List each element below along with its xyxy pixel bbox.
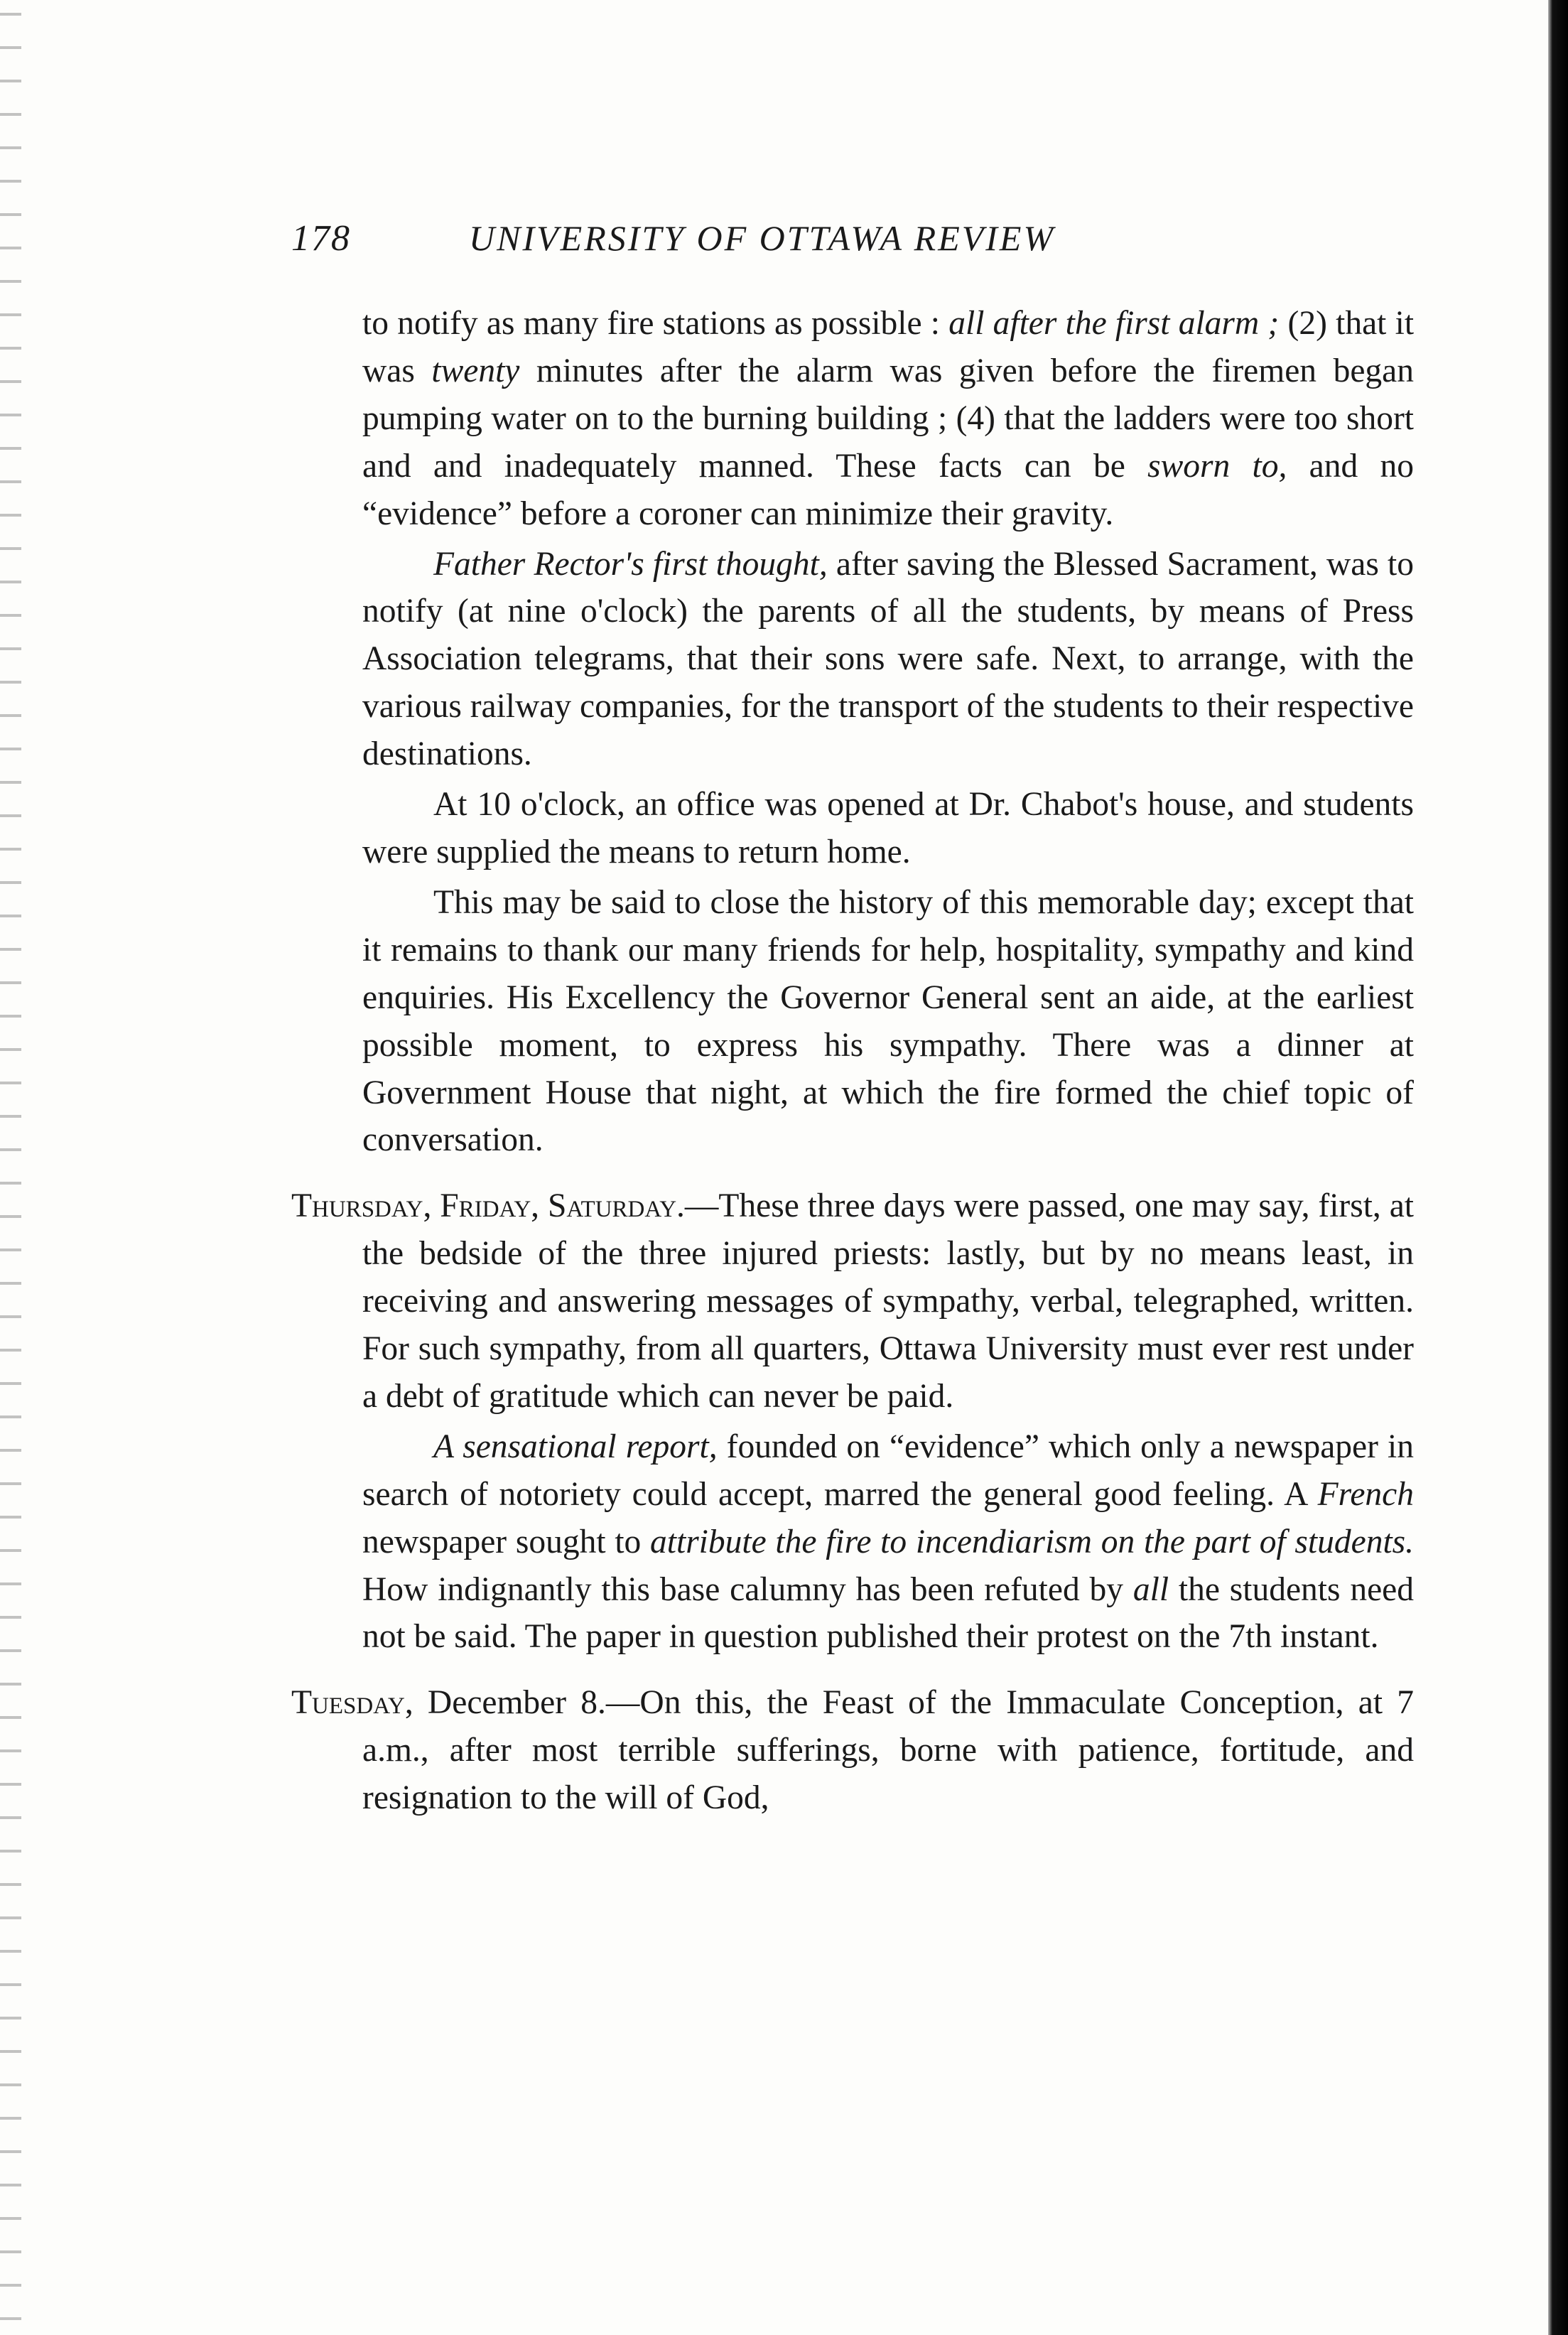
italic-run: attribute the fire to incendiarism on the part of students. — [650, 1523, 1415, 1560]
entry-date: Thursday, Friday, Saturday. — [291, 1187, 685, 1225]
text-run: December 8.—On this, the Feast of the Immaculate Conception, at 7 a.m., after most terrible sufferings, borne with patience, fortitude, and resignation to the will of God, — [362, 1684, 1414, 1817]
text-run: (2) that it was — [362, 305, 1415, 389]
paragraph-close-history — [291, 879, 1414, 1164]
entry-tuesday — [291, 1679, 1414, 1822]
paragraph-continuation — [291, 300, 1414, 538]
text-run: newspaper sought to — [362, 1523, 651, 1560]
paragraph-sensational-report — [291, 1423, 1414, 1661]
text-run: to notify as many fire stations as possible : — [362, 305, 949, 342]
scan-left-edge — [0, 0, 21, 2335]
text-run: founded on “evidence” which only a newspaper in search of notoriety could accept, marred the general good feeling. A — [362, 1428, 1414, 1513]
paragraph-office-opened — [291, 781, 1414, 876]
text-run: after saving the Blessed Sacrament, was to notify (at nine o'clock) the parents of all the students, by means of Press Association telegrams, that their sons were safe. Next, to arrange, with the various railway companies, for the transport of the students to their respective destinations. — [362, 545, 1414, 773]
italic-run: A sensational report, — [433, 1428, 718, 1465]
page-number: 178 — [291, 218, 351, 259]
italic-run: sworn to, — [1147, 447, 1287, 485]
paragraph-father-rector — [291, 541, 1414, 779]
italic-run: Father Rector's first thought, — [433, 545, 828, 583]
text-run: and no “evidence” before a coroner can minimize their gravity. — [362, 447, 1414, 532]
text-run: minutes after the alarm was given before the firemen began pumping water on to the burning building ; (4) that the ladders were too short and and inadequately manned. These facts can be — [362, 352, 1414, 485]
journal-title: UNIVERSITY OF OTTAWA REVIEW — [469, 218, 1056, 258]
italic-run: twenty — [431, 352, 520, 389]
text-run: This may be said to close the history of this memorable day; except that it remains to thank our many friends for help, hospitality, sympathy and kind enquiries. His Excellency the Governor General sent an aide, at the earliest possible moment, to express his sympathy. There was a dinner at Government House that night, at which the fire formed the chief topic of conversation. — [362, 883, 1414, 1159]
italic-run: all — [1132, 1570, 1169, 1608]
running-head — [291, 217, 1265, 269]
text-run: At 10 o'clock, an office was opened at Dr. Chabot's house, and students were supplied the means to return home. — [362, 786, 1414, 870]
italic-run: all after the first alarm ; — [948, 305, 1280, 342]
body-text — [291, 300, 1414, 1822]
scan-right-edge — [1548, 0, 1568, 2335]
text-run: —These three days were passed, one may say, first, at the bedside of the three injured priests: lastly, but by no means least, in receiving and answering messages of sympathy, verbal, telegraphed, written. For such sympathy, from all quarters, Ottawa University must ever rest under a debt of gratitude which can never be paid. — [362, 1187, 1414, 1415]
text-run: the students need not be said. The paper in question published their protest on the 7th instant. — [362, 1570, 1414, 1656]
entry-date: Tuesday, — [291, 1684, 413, 1722]
italic-run: French — [1317, 1475, 1414, 1513]
text-run: How indignantly this base calumny has been refuted by — [362, 1570, 1133, 1608]
entry-thursday-friday-saturday — [291, 1182, 1414, 1420]
